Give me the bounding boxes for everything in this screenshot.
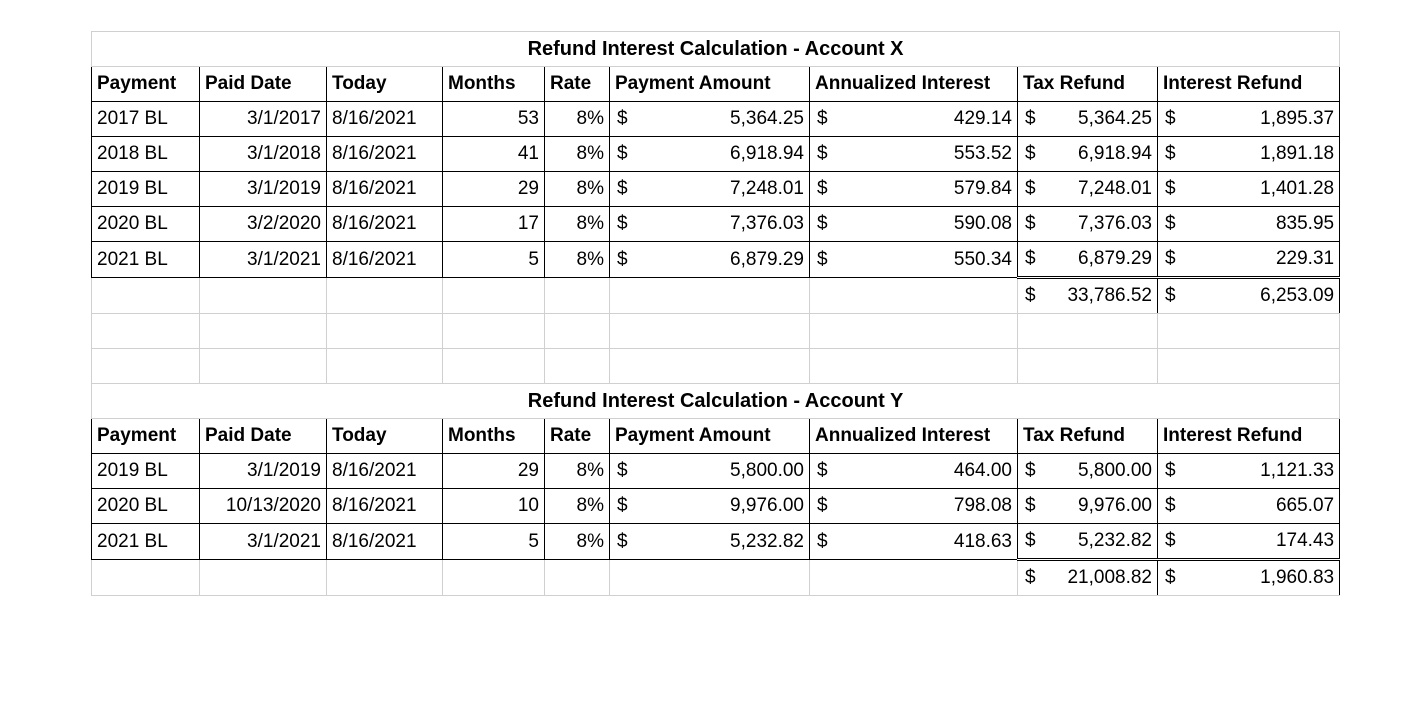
empty-cell — [610, 278, 810, 314]
currency-symbol: $ — [1025, 143, 1036, 164]
column-header-paid-date: Paid Date — [200, 419, 327, 454]
cell-tax-refund-value: 5,800.00 — [1078, 460, 1152, 481]
currency-symbol: $ — [1025, 178, 1036, 199]
column-header-paid-date: Paid Date — [200, 67, 327, 102]
table-row — [92, 207, 1340, 242]
currency-symbol: $ — [817, 248, 828, 270]
cell-annualized-interest-value: 553.52 — [953, 143, 1012, 164]
cell-paid-date: 3/1/2021 — [200, 242, 327, 278]
cell-payment-amount — [610, 172, 810, 207]
cell-interest-refund-value: 1,121.33 — [1260, 460, 1335, 481]
cell-tax-refund — [1018, 524, 1158, 560]
currency-symbol: $ — [1165, 248, 1176, 269]
cell-annualized-interest-value: 429.14 — [953, 108, 1012, 129]
cell-annualized-interest — [810, 207, 1018, 242]
currency-symbol: $ — [1025, 248, 1036, 269]
cell-tax-refund — [1018, 242, 1158, 278]
cell-annualized-interest-value: 798.08 — [953, 495, 1012, 516]
table-header-row — [92, 67, 1340, 102]
empty-cell — [92, 278, 200, 314]
column-header-payment-amount: Payment Amount — [610, 419, 810, 454]
table-totals-row — [92, 278, 1340, 314]
empty-cell — [610, 560, 810, 596]
cell-payment-amount — [610, 137, 810, 172]
cell-payment-amount-value: 9,976.00 — [730, 495, 804, 516]
table-row — [92, 524, 1340, 560]
cell-payment-amount-value: 6,918.94 — [730, 143, 804, 164]
currency-symbol: $ — [1025, 567, 1036, 588]
empty-cell — [200, 278, 327, 314]
empty-cell — [545, 314, 610, 349]
cell-today: 8/16/2021 — [327, 137, 443, 172]
empty-cell — [443, 560, 545, 596]
cell-annualized-interest-value: 464.00 — [953, 460, 1012, 481]
column-header-annualized-interest: Annualized Interest — [810, 67, 1018, 102]
currency-symbol: $ — [1025, 530, 1036, 551]
empty-cell — [1158, 349, 1340, 384]
cell-tax-refund — [1018, 489, 1158, 524]
currency-symbol: $ — [617, 178, 628, 199]
empty-cell — [810, 349, 1018, 384]
currency-symbol: $ — [1165, 460, 1176, 481]
currency-symbol: $ — [1165, 285, 1176, 306]
empty-cell — [443, 314, 545, 349]
empty-row — [92, 314, 1340, 349]
currency-symbol: $ — [1025, 108, 1036, 129]
cell-tax-refund-value: 6,879.29 — [1078, 248, 1152, 269]
cell-rate: 8% — [545, 524, 610, 560]
currency-symbol: $ — [617, 248, 628, 270]
cell-annualized-interest-value: 418.63 — [953, 530, 1012, 552]
currency-symbol: $ — [1165, 567, 1176, 588]
column-header-today: Today — [327, 67, 443, 102]
cell-annualized-interest — [810, 489, 1018, 524]
currency-symbol: $ — [817, 460, 828, 481]
column-header-payment: Payment — [92, 67, 200, 102]
cell-annualized-interest-value: 590.08 — [953, 213, 1012, 234]
cell-annualized-interest-value: 579.84 — [953, 178, 1012, 199]
cell-payment-amount — [610, 524, 810, 560]
cell-annualized-interest — [810, 524, 1018, 560]
cell-tax-refund-value: 5,364.25 — [1078, 108, 1152, 129]
cell-annualized-interest — [810, 137, 1018, 172]
currency-symbol: $ — [617, 495, 628, 516]
cell-today: 8/16/2021 — [327, 172, 443, 207]
cell-months: 5 — [443, 524, 545, 560]
cell-payment: 2019 BL — [92, 454, 200, 489]
empty-cell — [327, 349, 443, 384]
column-header-payment: Payment — [92, 419, 200, 454]
cell-tax-refund — [1018, 172, 1158, 207]
empty-cell — [443, 349, 545, 384]
cell-interest-refund-value: 229.31 — [1275, 248, 1335, 269]
refund-table-account-x — [91, 31, 1340, 596]
column-header-interest-refund: Interest Refund — [1158, 67, 1340, 102]
empty-cell — [92, 349, 200, 384]
empty-cell — [200, 314, 327, 349]
cell-rate: 8% — [545, 172, 610, 207]
total-interest-refund — [1158, 278, 1340, 314]
cell-interest-refund-value: 1,895.37 — [1260, 108, 1335, 129]
cell-rate: 8% — [545, 137, 610, 172]
cell-rate: 8% — [545, 489, 610, 524]
table-title: Refund Interest Calculation - Account X — [92, 32, 1340, 67]
cell-today: 8/16/2021 — [327, 207, 443, 242]
cell-payment-amount-value: 7,376.03 — [730, 213, 804, 234]
empty-cell — [200, 560, 327, 596]
empty-cell — [92, 314, 200, 349]
currency-symbol: $ — [617, 530, 628, 552]
table-title-row — [92, 384, 1340, 419]
total-interest-refund-value: 1,960.83 — [1260, 567, 1335, 588]
empty-cell — [545, 560, 610, 596]
cell-rate: 8% — [545, 454, 610, 489]
currency-symbol: $ — [1025, 460, 1036, 481]
cell-interest-refund — [1158, 242, 1340, 278]
cell-tax-refund-value: 5,232.82 — [1078, 530, 1152, 551]
cell-payment: 2021 BL — [92, 242, 200, 278]
cell-months: 53 — [443, 102, 545, 137]
cell-annualized-interest — [810, 454, 1018, 489]
total-tax-refund-value: 33,786.52 — [1067, 285, 1152, 306]
spreadsheet-area — [91, 31, 1339, 596]
cell-months: 41 — [443, 137, 545, 172]
table-row — [92, 242, 1340, 278]
empty-cell — [327, 314, 443, 349]
column-header-interest-refund: Interest Refund — [1158, 419, 1340, 454]
cell-tax-refund — [1018, 137, 1158, 172]
cell-annualized-interest — [810, 172, 1018, 207]
cell-tax-refund-value: 9,976.00 — [1078, 495, 1152, 516]
cell-interest-refund-value: 665.07 — [1275, 495, 1335, 516]
currency-symbol: $ — [817, 213, 828, 234]
total-tax-refund — [1018, 278, 1158, 314]
currency-symbol: $ — [617, 108, 628, 129]
cell-paid-date: 10/13/2020 — [200, 489, 327, 524]
empty-cell — [92, 560, 200, 596]
cell-paid-date: 3/1/2018 — [200, 137, 327, 172]
empty-cell — [545, 349, 610, 384]
currency-symbol: $ — [1165, 143, 1176, 164]
cell-today: 8/16/2021 — [327, 524, 443, 560]
empty-cell — [443, 278, 545, 314]
column-header-today: Today — [327, 419, 443, 454]
cell-payment: 2020 BL — [92, 207, 200, 242]
table-row — [92, 102, 1340, 137]
cell-today: 8/16/2021 — [327, 489, 443, 524]
cell-payment-amount — [610, 489, 810, 524]
cell-payment: 2017 BL — [92, 102, 200, 137]
cell-payment-amount-value: 5,800.00 — [730, 460, 804, 481]
cell-months: 17 — [443, 207, 545, 242]
cell-months: 29 — [443, 454, 545, 489]
cell-interest-refund — [1158, 489, 1340, 524]
cell-payment: 2020 BL — [92, 489, 200, 524]
empty-cell — [810, 278, 1018, 314]
cell-paid-date: 3/1/2021 — [200, 524, 327, 560]
currency-symbol: $ — [817, 108, 828, 129]
empty-cell — [610, 314, 810, 349]
cell-payment-amount-value: 6,879.29 — [730, 248, 804, 270]
empty-cell — [545, 278, 610, 314]
table-row — [92, 172, 1340, 207]
cell-payment-amount-value: 5,232.82 — [730, 530, 804, 552]
cell-today: 8/16/2021 — [327, 454, 443, 489]
column-header-annualized-interest: Annualized Interest — [810, 419, 1018, 454]
total-tax-refund — [1018, 560, 1158, 596]
cell-payment: 2019 BL — [92, 172, 200, 207]
cell-tax-refund — [1018, 207, 1158, 242]
cell-months: 5 — [443, 242, 545, 278]
cell-interest-refund — [1158, 102, 1340, 137]
table-header-row — [92, 419, 1340, 454]
currency-symbol: $ — [1165, 530, 1176, 551]
cell-paid-date: 3/2/2020 — [200, 207, 327, 242]
cell-paid-date: 3/1/2019 — [200, 454, 327, 489]
cell-months: 29 — [443, 172, 545, 207]
total-interest-refund — [1158, 560, 1340, 596]
empty-row — [92, 349, 1340, 384]
empty-cell — [200, 349, 327, 384]
currency-symbol: $ — [1025, 285, 1036, 306]
currency-symbol: $ — [1025, 495, 1036, 516]
cell-months: 10 — [443, 489, 545, 524]
cell-interest-refund-value: 174.43 — [1275, 530, 1335, 551]
empty-cell — [610, 349, 810, 384]
total-interest-refund-value: 6,253.09 — [1260, 285, 1335, 306]
cell-annualized-interest — [810, 242, 1018, 278]
empty-cell — [1018, 349, 1158, 384]
table-title-row — [92, 32, 1340, 67]
empty-cell — [327, 560, 443, 596]
cell-rate: 8% — [545, 207, 610, 242]
empty-cell — [1018, 314, 1158, 349]
cell-tax-refund — [1018, 102, 1158, 137]
cell-interest-refund — [1158, 454, 1340, 489]
total-tax-refund-value: 21,008.82 — [1067, 567, 1152, 588]
column-header-rate: Rate — [545, 419, 610, 454]
column-header-months: Months — [443, 419, 545, 454]
table-row — [92, 489, 1340, 524]
empty-cell — [327, 278, 443, 314]
column-header-months: Months — [443, 67, 545, 102]
currency-symbol: $ — [1025, 213, 1036, 234]
cell-interest-refund-value: 835.95 — [1275, 213, 1335, 234]
currency-symbol: $ — [617, 213, 628, 234]
empty-cell — [810, 560, 1018, 596]
column-header-rate: Rate — [545, 67, 610, 102]
cell-paid-date: 3/1/2019 — [200, 172, 327, 207]
currency-symbol: $ — [1165, 213, 1176, 234]
currency-symbol: $ — [817, 143, 828, 164]
currency-symbol: $ — [617, 460, 628, 481]
empty-cell — [810, 314, 1018, 349]
cell-today: 8/16/2021 — [327, 102, 443, 137]
cell-rate: 8% — [545, 242, 610, 278]
cell-annualized-interest — [810, 102, 1018, 137]
cell-paid-date: 3/1/2017 — [200, 102, 327, 137]
cell-payment: 2018 BL — [92, 137, 200, 172]
currency-symbol: $ — [817, 530, 828, 552]
currency-symbol: $ — [1165, 108, 1176, 129]
column-header-tax-refund: Tax Refund — [1018, 419, 1158, 454]
cell-tax-refund-value: 7,376.03 — [1078, 213, 1152, 234]
cell-interest-refund — [1158, 524, 1340, 560]
table-title: Refund Interest Calculation - Account Y — [92, 384, 1340, 419]
cell-interest-refund-value: 1,401.28 — [1260, 178, 1335, 199]
cell-payment-amount — [610, 102, 810, 137]
currency-symbol: $ — [817, 495, 828, 516]
cell-rate: 8% — [545, 102, 610, 137]
table-row — [92, 454, 1340, 489]
cell-interest-refund-value: 1,891.18 — [1260, 143, 1335, 164]
cell-payment-amount — [610, 454, 810, 489]
cell-annualized-interest-value: 550.34 — [953, 248, 1012, 270]
cell-tax-refund-value: 6,918.94 — [1078, 143, 1152, 164]
currency-symbol: $ — [1165, 178, 1176, 199]
cell-interest-refund — [1158, 207, 1340, 242]
table-row — [92, 137, 1340, 172]
currency-symbol: $ — [817, 178, 828, 199]
table-totals-row — [92, 560, 1340, 596]
cell-interest-refund — [1158, 137, 1340, 172]
empty-cell — [1158, 314, 1340, 349]
cell-today: 8/16/2021 — [327, 242, 443, 278]
currency-symbol: $ — [617, 143, 628, 164]
cell-payment-amount-value: 5,364.25 — [730, 108, 804, 129]
cell-payment-amount — [610, 242, 810, 278]
column-header-payment-amount: Payment Amount — [610, 67, 810, 102]
column-header-tax-refund: Tax Refund — [1018, 67, 1158, 102]
cell-interest-refund — [1158, 172, 1340, 207]
cell-payment: 2021 BL — [92, 524, 200, 560]
cell-tax-refund — [1018, 454, 1158, 489]
currency-symbol: $ — [1165, 495, 1176, 516]
cell-payment-amount-value: 7,248.01 — [730, 178, 804, 199]
cell-tax-refund-value: 7,248.01 — [1078, 178, 1152, 199]
cell-payment-amount — [610, 207, 810, 242]
